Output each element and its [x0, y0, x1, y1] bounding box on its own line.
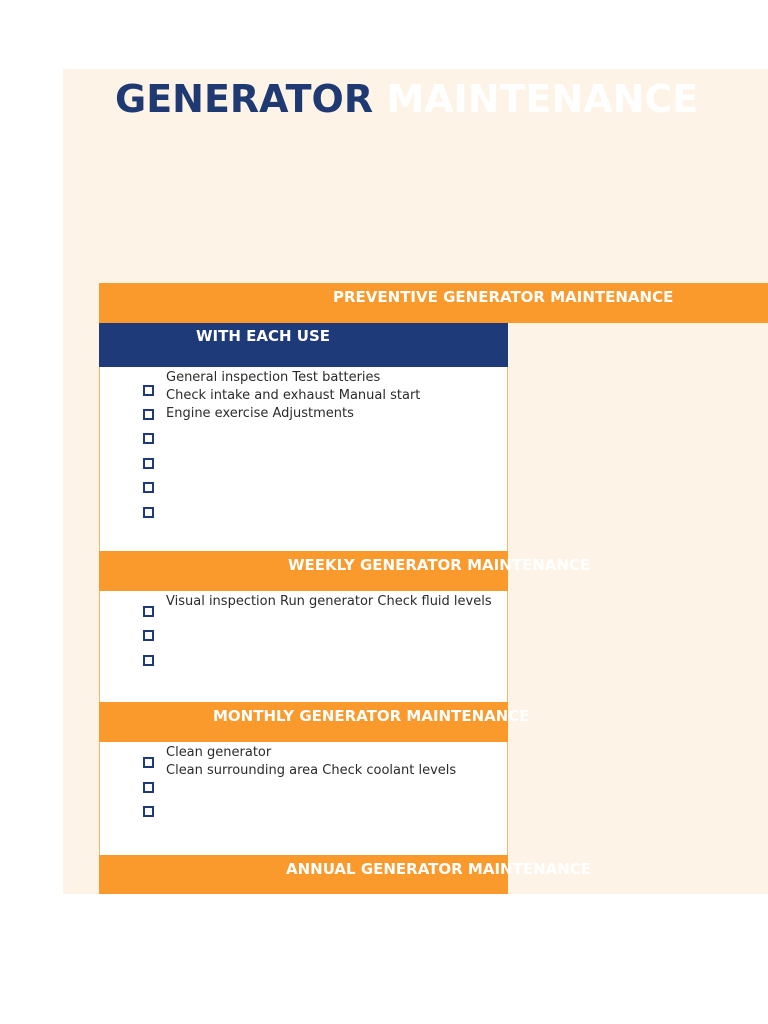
- checkbox-icon[interactable]: [143, 782, 154, 793]
- checkbox-icon[interactable]: [143, 385, 154, 396]
- preventive-maintenance-text: PREVENTIVE GENERATOR MAINTENANCE: [333, 288, 674, 306]
- section-title-weekly: WEEKLY GENERATOR MAINTENANCE: [288, 556, 591, 574]
- checkbox-icon[interactable]: [143, 630, 154, 641]
- section-header-annual: [99, 855, 592, 894]
- weekly-items: [166, 593, 492, 611]
- section-header-monthly: [99, 702, 530, 742]
- each-use-line-3: Engine exercise Adjustments: [166, 406, 354, 421]
- preventive-maintenance-label: [99, 283, 674, 323]
- section-header-each-use: [99, 323, 508, 367]
- title-part-maintenance: MAINTENANCE: [386, 77, 699, 121]
- each-use-items: [166, 369, 420, 423]
- each-use-line-2: Check intake and exhaust Manual start: [166, 388, 421, 403]
- checkbox-icon[interactable]: [143, 757, 154, 768]
- preventive-maintenance-band: [99, 283, 768, 323]
- section-title-annual: ANNUAL GENERATOR MAINTENANCE: [286, 860, 592, 878]
- checkbox-icon[interactable]: [143, 433, 154, 444]
- weekly-line-1: Visual inspection Run generator Check fluid levels: [166, 594, 492, 609]
- checkbox-icon[interactable]: [143, 606, 154, 617]
- checkbox-icon[interactable]: [143, 458, 154, 469]
- section-header-weekly: [99, 551, 591, 591]
- checkbox-icon[interactable]: [143, 409, 154, 420]
- checkbox-icon[interactable]: [143, 655, 154, 666]
- monthly-items: [166, 744, 456, 780]
- each-use-line-1: General inspection Test batteries: [166, 370, 381, 385]
- section-title-monthly: MONTHLY GENERATOR MAINTENANCE: [213, 707, 530, 725]
- title-part-generator: GENERATOR: [115, 77, 374, 121]
- monthly-line-2: Clean surrounding area Check coolant levels: [166, 763, 457, 778]
- checkbox-icon[interactable]: [143, 507, 154, 518]
- checkbox-icon[interactable]: [143, 482, 154, 493]
- monthly-line-1: Clean generator: [166, 745, 272, 760]
- section-title-each-use: WITH EACH USE: [196, 327, 331, 345]
- page-title: [115, 74, 699, 124]
- checkbox-icon[interactable]: [143, 806, 154, 817]
